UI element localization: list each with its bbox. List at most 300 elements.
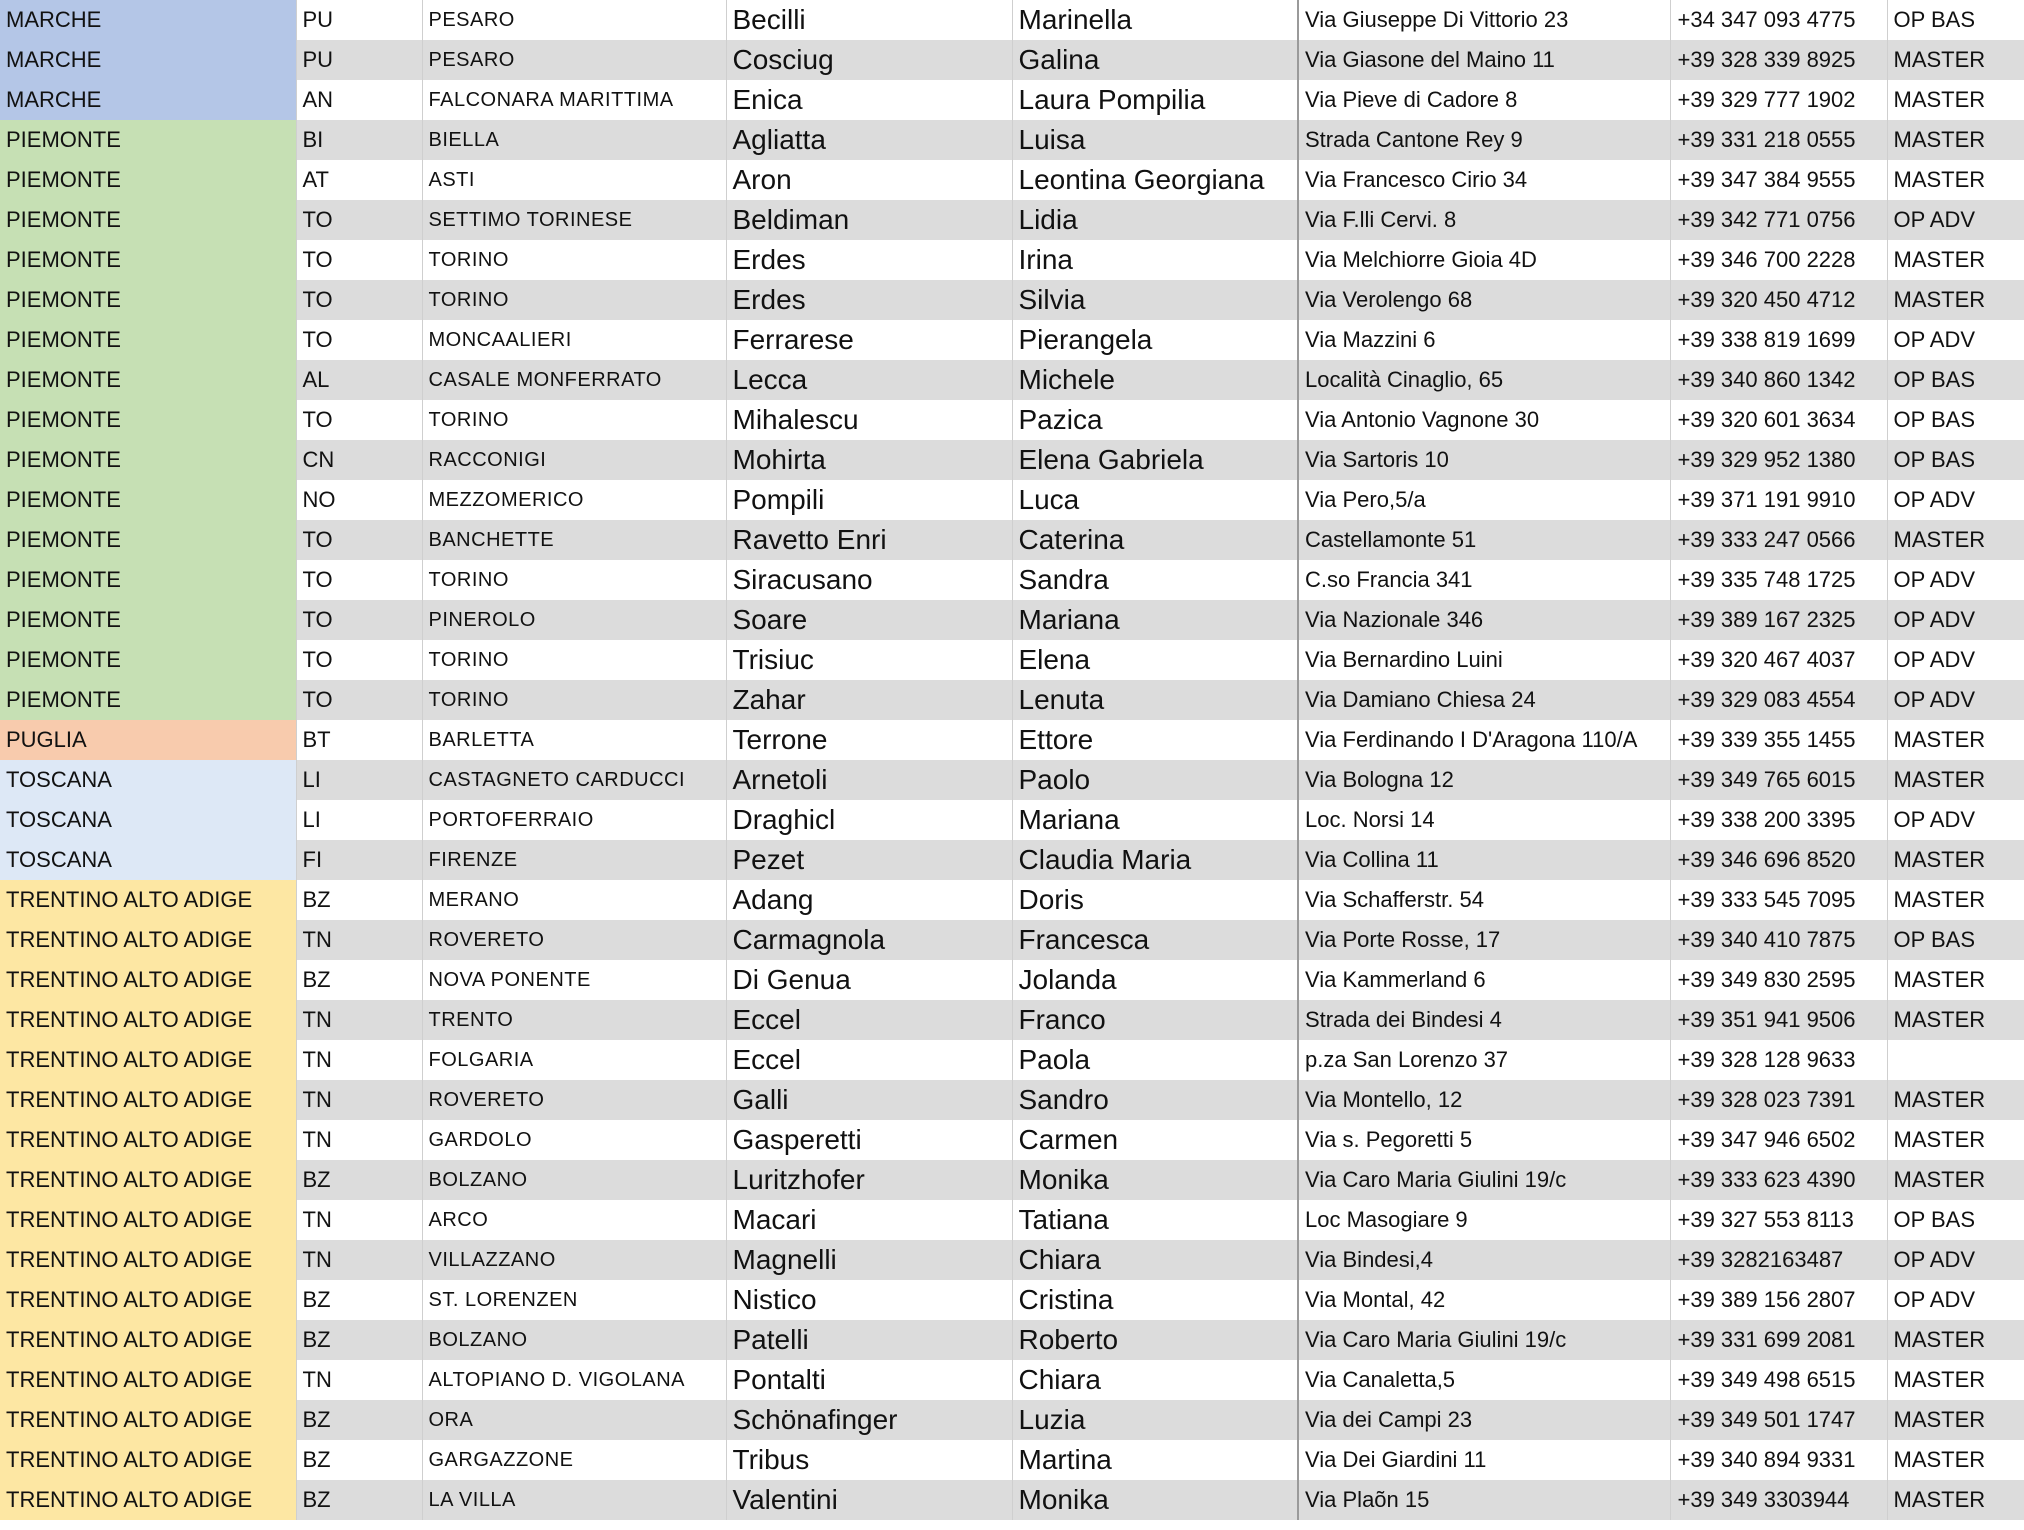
cell-role[interactable]: MASTER xyxy=(1887,1480,2024,1520)
cell-prov[interactable]: BZ xyxy=(296,880,422,920)
cell-city[interactable]: VILLAZZANO xyxy=(422,1240,726,1280)
cell-address[interactable]: Via Giasone del Maino 11 xyxy=(1298,40,1670,80)
cell-city[interactable]: NOVA PONENTE xyxy=(422,960,726,1000)
cell-prov[interactable]: TO xyxy=(296,200,422,240)
cell-surname[interactable]: Eccel xyxy=(726,1000,1012,1040)
cell-address[interactable]: Via Pieve di Cadore 8 xyxy=(1298,80,1670,120)
cell-role[interactable]: MASTER xyxy=(1887,1360,2024,1400)
cell-address[interactable]: Via s. Pegoretti 5 xyxy=(1298,1120,1670,1160)
cell-city[interactable]: CASALE MONFERRATO xyxy=(422,360,726,400)
cell-region[interactable]: TRENTINO ALTO ADIGE xyxy=(0,880,296,920)
cell-surname[interactable]: Tribus xyxy=(726,1440,1012,1480)
cell-region[interactable]: TOSCANA xyxy=(0,840,296,880)
cell-prov[interactable]: LI xyxy=(296,800,422,840)
cell-role[interactable]: MASTER xyxy=(1887,840,2024,880)
cell-region[interactable]: PIEMONTE xyxy=(0,680,296,720)
cell-phone[interactable]: +39 340 860 1342 xyxy=(1670,360,1887,400)
cell-region[interactable]: PIEMONTE xyxy=(0,520,296,560)
cell-city[interactable]: BOLZANO xyxy=(422,1160,726,1200)
cell-name[interactable]: Elena Gabriela xyxy=(1012,440,1298,480)
cell-surname[interactable]: Lecca xyxy=(726,360,1012,400)
cell-role[interactable]: OP BAS xyxy=(1887,1200,2024,1240)
cell-role[interactable]: MASTER xyxy=(1887,520,2024,560)
cell-address[interactable]: p.za San Lorenzo 37 xyxy=(1298,1040,1670,1080)
cell-phone[interactable]: +39 327 553 8113 xyxy=(1670,1200,1887,1240)
cell-address[interactable]: Via Giuseppe Di Vittorio 23 xyxy=(1298,0,1670,40)
cell-surname[interactable]: Erdes xyxy=(726,240,1012,280)
cell-city[interactable]: BIELLA xyxy=(422,120,726,160)
cell-address[interactable]: Via Schafferstr. 54 xyxy=(1298,880,1670,920)
cell-name[interactable]: Carmen xyxy=(1012,1120,1298,1160)
cell-phone[interactable]: +39 340 894 9331 xyxy=(1670,1440,1887,1480)
cell-address[interactable]: Via Mazzini 6 xyxy=(1298,320,1670,360)
cell-role[interactable]: OP ADV xyxy=(1887,680,2024,720)
cell-region[interactable]: TOSCANA xyxy=(0,760,296,800)
cell-role[interactable]: MASTER xyxy=(1887,280,2024,320)
cell-phone[interactable]: +39 320 601 3634 xyxy=(1670,400,1887,440)
cell-region[interactable]: PIEMONTE xyxy=(0,360,296,400)
cell-region[interactable]: TRENTINO ALTO ADIGE xyxy=(0,1080,296,1120)
cell-city[interactable]: TORINO xyxy=(422,400,726,440)
cell-phone[interactable]: +39 340 410 7875 xyxy=(1670,920,1887,960)
cell-role[interactable]: MASTER xyxy=(1887,1320,2024,1360)
cell-surname[interactable]: Siracusano xyxy=(726,560,1012,600)
cell-prov[interactable]: TN xyxy=(296,1080,422,1120)
cell-city[interactable]: PESARO xyxy=(422,0,726,40)
cell-region[interactable]: PIEMONTE xyxy=(0,600,296,640)
cell-surname[interactable]: Carmagnola xyxy=(726,920,1012,960)
cell-name[interactable]: Monika xyxy=(1012,1160,1298,1200)
cell-address[interactable]: Loc Masogiare 9 xyxy=(1298,1200,1670,1240)
cell-city[interactable]: TORINO xyxy=(422,640,726,680)
cell-region[interactable]: PIEMONTE xyxy=(0,200,296,240)
cell-region[interactable]: PIEMONTE xyxy=(0,440,296,480)
cell-phone[interactable]: +39 371 191 9910 xyxy=(1670,480,1887,520)
cell-role[interactable]: OP BAS xyxy=(1887,920,2024,960)
cell-address[interactable]: Via Nazionale 346 xyxy=(1298,600,1670,640)
cell-city[interactable]: GARGAZZONE xyxy=(422,1440,726,1480)
cell-phone[interactable]: +39 349 498 6515 xyxy=(1670,1360,1887,1400)
cell-surname[interactable]: Pezet xyxy=(726,840,1012,880)
cell-region[interactable]: TRENTINO ALTO ADIGE xyxy=(0,1200,296,1240)
cell-phone[interactable]: +39 329 083 4554 xyxy=(1670,680,1887,720)
cell-prov[interactable]: BZ xyxy=(296,1440,422,1480)
cell-phone[interactable]: +39 333 247 0566 xyxy=(1670,520,1887,560)
cell-name[interactable]: Ettore xyxy=(1012,720,1298,760)
cell-name[interactable]: Jolanda xyxy=(1012,960,1298,1000)
cell-prov[interactable]: TN xyxy=(296,1240,422,1280)
cell-phone[interactable]: +39 342 771 0756 xyxy=(1670,200,1887,240)
cell-prov[interactable]: TO xyxy=(296,400,422,440)
cell-name[interactable]: Marinella xyxy=(1012,0,1298,40)
cell-role[interactable]: OP ADV xyxy=(1887,640,2024,680)
cell-prov[interactable]: NO xyxy=(296,480,422,520)
cell-role[interactable]: OP BAS xyxy=(1887,440,2024,480)
cell-city[interactable]: ROVERETO xyxy=(422,1080,726,1120)
cell-region[interactable]: TRENTINO ALTO ADIGE xyxy=(0,1440,296,1480)
cell-surname[interactable]: Draghicl xyxy=(726,800,1012,840)
cell-name[interactable]: Tatiana xyxy=(1012,1200,1298,1240)
cell-city[interactable]: MERANO xyxy=(422,880,726,920)
cell-city[interactable]: GARDOLO xyxy=(422,1120,726,1160)
cell-name[interactable]: Luca xyxy=(1012,480,1298,520)
cell-phone[interactable]: +39 349 501 1747 xyxy=(1670,1400,1887,1440)
cell-address[interactable]: Via Collina 11 xyxy=(1298,840,1670,880)
cell-surname[interactable]: Schönafinger xyxy=(726,1400,1012,1440)
cell-surname[interactable]: Gasperetti xyxy=(726,1120,1012,1160)
cell-phone[interactable]: +39 351 941 9506 xyxy=(1670,1000,1887,1040)
cell-address[interactable]: Via Bologna 12 xyxy=(1298,760,1670,800)
cell-city[interactable]: BOLZANO xyxy=(422,1320,726,1360)
cell-region[interactable]: TRENTINO ALTO ADIGE xyxy=(0,1000,296,1040)
cell-city[interactable]: RACCONIGI xyxy=(422,440,726,480)
cell-phone[interactable]: +39 389 167 2325 xyxy=(1670,600,1887,640)
cell-prov[interactable]: PU xyxy=(296,0,422,40)
cell-city[interactable]: CASTAGNETO CARDUCCI xyxy=(422,760,726,800)
cell-prov[interactable]: TO xyxy=(296,640,422,680)
cell-name[interactable]: Chiara xyxy=(1012,1240,1298,1280)
cell-role[interactable]: OP ADV xyxy=(1887,1240,2024,1280)
cell-phone[interactable]: +39 349 830 2595 xyxy=(1670,960,1887,1000)
cell-role[interactable] xyxy=(1887,1040,2024,1080)
cell-role[interactable]: MASTER xyxy=(1887,1080,2024,1120)
cell-prov[interactable]: AN xyxy=(296,80,422,120)
cell-name[interactable]: Galina xyxy=(1012,40,1298,80)
cell-prov[interactable]: TO xyxy=(296,280,422,320)
cell-prov[interactable]: BZ xyxy=(296,1320,422,1360)
cell-role[interactable]: MASTER xyxy=(1887,1440,2024,1480)
cell-name[interactable]: Sandro xyxy=(1012,1080,1298,1120)
cell-city[interactable]: ORA xyxy=(422,1400,726,1440)
cell-region[interactable]: TRENTINO ALTO ADIGE xyxy=(0,1400,296,1440)
cell-prov[interactable]: CN xyxy=(296,440,422,480)
cell-city[interactable]: TORINO xyxy=(422,560,726,600)
cell-city[interactable]: ALTOPIANO D. VIGOLANA xyxy=(422,1360,726,1400)
cell-address[interactable]: Via Damiano Chiesa 24 xyxy=(1298,680,1670,720)
cell-phone[interactable]: +39 338 819 1699 xyxy=(1670,320,1887,360)
cell-surname[interactable]: Pontalti xyxy=(726,1360,1012,1400)
cell-address[interactable]: Castellamonte 51 xyxy=(1298,520,1670,560)
cell-role[interactable]: OP ADV xyxy=(1887,480,2024,520)
cell-surname[interactable]: Aron xyxy=(726,160,1012,200)
cell-prov[interactable]: TO xyxy=(296,560,422,600)
cell-region[interactable]: TRENTINO ALTO ADIGE xyxy=(0,1040,296,1080)
cell-region[interactable]: TRENTINO ALTO ADIGE xyxy=(0,1160,296,1200)
cell-prov[interactable]: BZ xyxy=(296,1280,422,1320)
cell-surname[interactable]: Arnetoli xyxy=(726,760,1012,800)
cell-phone[interactable]: +39 333 545 7095 xyxy=(1670,880,1887,920)
cell-prov[interactable]: LI xyxy=(296,760,422,800)
cell-city[interactable]: PORTOFERRAIO xyxy=(422,800,726,840)
cell-phone[interactable]: +39 3282163487 xyxy=(1670,1240,1887,1280)
cell-prov[interactable]: TN xyxy=(296,1360,422,1400)
cell-prov[interactable]: TO xyxy=(296,680,422,720)
cell-role[interactable]: OP ADV xyxy=(1887,1280,2024,1320)
cell-address[interactable]: Via Pero,5/a xyxy=(1298,480,1670,520)
cell-role[interactable]: MASTER xyxy=(1887,40,2024,80)
cell-prov[interactable]: BI xyxy=(296,120,422,160)
cell-role[interactable]: MASTER xyxy=(1887,120,2024,160)
cell-address[interactable]: Via Porte Rosse, 17 xyxy=(1298,920,1670,960)
cell-phone[interactable]: +39 331 218 0555 xyxy=(1670,120,1887,160)
cell-name[interactable]: Martina xyxy=(1012,1440,1298,1480)
cell-city[interactable]: TORINO xyxy=(422,240,726,280)
cell-city[interactable]: SETTIMO TORINESE xyxy=(422,200,726,240)
cell-name[interactable]: Sandra xyxy=(1012,560,1298,600)
cell-surname[interactable]: Galli xyxy=(726,1080,1012,1120)
cell-surname[interactable]: Agliatta xyxy=(726,120,1012,160)
cell-address[interactable]: Via Montal, 42 xyxy=(1298,1280,1670,1320)
cell-name[interactable]: Roberto xyxy=(1012,1320,1298,1360)
cell-name[interactable]: Lidia xyxy=(1012,200,1298,240)
cell-address[interactable]: Via Dei Giardini 11 xyxy=(1298,1440,1670,1480)
cell-phone[interactable]: +39 320 467 4037 xyxy=(1670,640,1887,680)
cell-role[interactable]: OP BAS xyxy=(1887,400,2024,440)
cell-prov[interactable]: BZ xyxy=(296,1480,422,1520)
cell-prov[interactable]: TN xyxy=(296,1040,422,1080)
cell-name[interactable]: Franco xyxy=(1012,1000,1298,1040)
cell-address[interactable]: Via Bindesi,4 xyxy=(1298,1240,1670,1280)
cell-surname[interactable]: Valentini xyxy=(726,1480,1012,1520)
cell-prov[interactable]: BZ xyxy=(296,1160,422,1200)
cell-phone[interactable]: +39 328 023 7391 xyxy=(1670,1080,1887,1120)
cell-region[interactable]: PIEMONTE xyxy=(0,160,296,200)
cell-region[interactable]: TRENTINO ALTO ADIGE xyxy=(0,1240,296,1280)
cell-surname[interactable]: Beldiman xyxy=(726,200,1012,240)
cell-name[interactable]: Lenuta xyxy=(1012,680,1298,720)
cell-role[interactable]: OP ADV xyxy=(1887,320,2024,360)
cell-phone[interactable]: +39 346 696 8520 xyxy=(1670,840,1887,880)
cell-address[interactable]: Via Canaletta,5 xyxy=(1298,1360,1670,1400)
cell-region[interactable]: TRENTINO ALTO ADIGE xyxy=(0,1120,296,1160)
cell-surname[interactable]: Patelli xyxy=(726,1320,1012,1360)
cell-address[interactable]: Via Caro Maria Giulini 19/c xyxy=(1298,1320,1670,1360)
cell-name[interactable]: Mariana xyxy=(1012,600,1298,640)
cell-region[interactable]: TOSCANA xyxy=(0,800,296,840)
cell-address[interactable]: Via F.lli Cervi. 8 xyxy=(1298,200,1670,240)
cell-phone[interactable]: +39 339 355 1455 xyxy=(1670,720,1887,760)
cell-city[interactable]: BANCHETTE xyxy=(422,520,726,560)
cell-city[interactable]: ASTI xyxy=(422,160,726,200)
cell-role[interactable]: MASTER xyxy=(1887,1120,2024,1160)
cell-address[interactable]: Via Melchiorre Gioia 4D xyxy=(1298,240,1670,280)
cell-surname[interactable]: Eccel xyxy=(726,1040,1012,1080)
cell-phone[interactable]: +39 347 384 9555 xyxy=(1670,160,1887,200)
cell-region[interactable]: PIEMONTE xyxy=(0,560,296,600)
cell-role[interactable]: MASTER xyxy=(1887,160,2024,200)
cell-role[interactable]: MASTER xyxy=(1887,240,2024,280)
cell-phone[interactable]: +39 328 128 9633 xyxy=(1670,1040,1887,1080)
cell-city[interactable]: PINEROLO xyxy=(422,600,726,640)
cell-region[interactable]: PIEMONTE xyxy=(0,240,296,280)
cell-region[interactable]: MARCHE xyxy=(0,80,296,120)
cell-role[interactable]: OP BAS xyxy=(1887,0,2024,40)
cell-prov[interactable]: AT xyxy=(296,160,422,200)
cell-name[interactable]: Luzia xyxy=(1012,1400,1298,1440)
cell-surname[interactable]: Ferrarese xyxy=(726,320,1012,360)
cell-name[interactable]: Pazica xyxy=(1012,400,1298,440)
cell-prov[interactable]: BZ xyxy=(296,1400,422,1440)
cell-phone[interactable]: +34 347 093 4775 xyxy=(1670,0,1887,40)
cell-region[interactable]: PIEMONTE xyxy=(0,280,296,320)
cell-surname[interactable]: Zahar xyxy=(726,680,1012,720)
cell-surname[interactable]: Adang xyxy=(726,880,1012,920)
cell-prov[interactable]: TO xyxy=(296,240,422,280)
cell-role[interactable]: MASTER xyxy=(1887,720,2024,760)
cell-phone[interactable]: +39 347 946 6502 xyxy=(1670,1120,1887,1160)
cell-prov[interactable]: BZ xyxy=(296,960,422,1000)
cell-phone[interactable]: +39 389 156 2807 xyxy=(1670,1280,1887,1320)
cell-region[interactable]: TRENTINO ALTO ADIGE xyxy=(0,1360,296,1400)
cell-phone[interactable]: +39 333 623 4390 xyxy=(1670,1160,1887,1200)
cell-role[interactable]: MASTER xyxy=(1887,880,2024,920)
cell-phone[interactable]: +39 349 3303944 xyxy=(1670,1480,1887,1520)
cell-region[interactable]: TRENTINO ALTO ADIGE xyxy=(0,1320,296,1360)
cell-city[interactable]: TRENTO xyxy=(422,1000,726,1040)
cell-address[interactable]: C.so Francia 341 xyxy=(1298,560,1670,600)
cell-name[interactable]: Irina xyxy=(1012,240,1298,280)
cell-prov[interactable]: TO xyxy=(296,320,422,360)
cell-phone[interactable]: +39 331 699 2081 xyxy=(1670,1320,1887,1360)
cell-name[interactable]: Monika xyxy=(1012,1480,1298,1520)
cell-role[interactable]: MASTER xyxy=(1887,960,2024,1000)
cell-surname[interactable]: Di Genua xyxy=(726,960,1012,1000)
cell-surname[interactable]: Soare xyxy=(726,600,1012,640)
cell-name[interactable]: Silvia xyxy=(1012,280,1298,320)
cell-name[interactable]: Francesca xyxy=(1012,920,1298,960)
cell-city[interactable]: ST. LORENZEN xyxy=(422,1280,726,1320)
cell-phone[interactable]: +39 346 700 2228 xyxy=(1670,240,1887,280)
cell-region[interactable]: PUGLIA xyxy=(0,720,296,760)
cell-surname[interactable]: Macari xyxy=(726,1200,1012,1240)
cell-region[interactable]: TRENTINO ALTO ADIGE xyxy=(0,920,296,960)
cell-phone[interactable]: +39 320 450 4712 xyxy=(1670,280,1887,320)
cell-role[interactable]: MASTER xyxy=(1887,1400,2024,1440)
cell-role[interactable]: OP BAS xyxy=(1887,360,2024,400)
cell-address[interactable]: Loc. Norsi 14 xyxy=(1298,800,1670,840)
cell-surname[interactable]: Ravetto Enri xyxy=(726,520,1012,560)
cell-city[interactable]: MEZZOMERICO xyxy=(422,480,726,520)
cell-phone[interactable]: +39 338 200 3395 xyxy=(1670,800,1887,840)
cell-city[interactable]: TORINO xyxy=(422,680,726,720)
cell-surname[interactable]: Mihalescu xyxy=(726,400,1012,440)
cell-surname[interactable]: Cosciug xyxy=(726,40,1012,80)
cell-phone[interactable]: +39 329 952 1380 xyxy=(1670,440,1887,480)
cell-prov[interactable]: TN xyxy=(296,1000,422,1040)
cell-role[interactable]: MASTER xyxy=(1887,80,2024,120)
cell-phone[interactable]: +39 349 765 6015 xyxy=(1670,760,1887,800)
cell-surname[interactable]: Trisiuc xyxy=(726,640,1012,680)
cell-prov[interactable]: TO xyxy=(296,600,422,640)
cell-address[interactable]: Località Cinaglio, 65 xyxy=(1298,360,1670,400)
cell-name[interactable]: Cristina xyxy=(1012,1280,1298,1320)
cell-city[interactable]: FOLGARIA xyxy=(422,1040,726,1080)
cell-city[interactable]: TORINO xyxy=(422,280,726,320)
cell-name[interactable]: Luisa xyxy=(1012,120,1298,160)
cell-address[interactable]: Via Plaõn 15 xyxy=(1298,1480,1670,1520)
cell-region[interactable]: PIEMONTE xyxy=(0,320,296,360)
cell-prov[interactable]: TO xyxy=(296,520,422,560)
cell-region[interactable]: MARCHE xyxy=(0,0,296,40)
cell-region[interactable]: PIEMONTE xyxy=(0,480,296,520)
cell-address[interactable]: Via Sartoris 10 xyxy=(1298,440,1670,480)
cell-city[interactable]: MONCAALIERI xyxy=(422,320,726,360)
cell-city[interactable]: LA VILLA xyxy=(422,1480,726,1520)
cell-address[interactable]: Via Antonio Vagnone 30 xyxy=(1298,400,1670,440)
cell-surname[interactable]: Erdes xyxy=(726,280,1012,320)
cell-region[interactable]: TRENTINO ALTO ADIGE xyxy=(0,1480,296,1520)
cell-prov[interactable]: TN xyxy=(296,920,422,960)
cell-address[interactable]: Strada dei Bindesi 4 xyxy=(1298,1000,1670,1040)
cell-surname[interactable]: Terrone xyxy=(726,720,1012,760)
cell-role[interactable]: OP ADV xyxy=(1887,800,2024,840)
cell-address[interactable]: Via dei Campi 23 xyxy=(1298,1400,1670,1440)
cell-name[interactable]: Michele xyxy=(1012,360,1298,400)
cell-name[interactable]: Chiara xyxy=(1012,1360,1298,1400)
cell-address[interactable]: Strada Cantone Rey 9 xyxy=(1298,120,1670,160)
cell-address[interactable]: Via Bernardino Luini xyxy=(1298,640,1670,680)
cell-region[interactable]: PIEMONTE xyxy=(0,120,296,160)
cell-name[interactable]: Mariana xyxy=(1012,800,1298,840)
cell-phone[interactable]: +39 329 777 1902 xyxy=(1670,80,1887,120)
cell-city[interactable]: ARCO xyxy=(422,1200,726,1240)
cell-name[interactable]: Leontina Georgiana xyxy=(1012,160,1298,200)
cell-prov[interactable]: PU xyxy=(296,40,422,80)
cell-region[interactable]: PIEMONTE xyxy=(0,640,296,680)
cell-role[interactable]: OP ADV xyxy=(1887,560,2024,600)
cell-address[interactable]: Via Montello, 12 xyxy=(1298,1080,1670,1120)
cell-address[interactable]: Via Ferdinando I D'Aragona 110/A xyxy=(1298,720,1670,760)
cell-name[interactable]: Paola xyxy=(1012,1040,1298,1080)
cell-phone[interactable]: +39 335 748 1725 xyxy=(1670,560,1887,600)
cell-prov[interactable]: TN xyxy=(296,1120,422,1160)
cell-name[interactable]: Paolo xyxy=(1012,760,1298,800)
cell-prov[interactable]: BT xyxy=(296,720,422,760)
cell-surname[interactable]: Enica xyxy=(726,80,1012,120)
cell-prov[interactable]: TN xyxy=(296,1200,422,1240)
cell-region[interactable]: MARCHE xyxy=(0,40,296,80)
cell-surname[interactable]: Nistico xyxy=(726,1280,1012,1320)
cell-city[interactable]: ROVERETO xyxy=(422,920,726,960)
cell-city[interactable]: FIRENZE xyxy=(422,840,726,880)
cell-role[interactable]: MASTER xyxy=(1887,760,2024,800)
cell-surname[interactable]: Pompili xyxy=(726,480,1012,520)
cell-city[interactable]: PESARO xyxy=(422,40,726,80)
cell-name[interactable]: Claudia Maria xyxy=(1012,840,1298,880)
cell-name[interactable]: Laura Pompilia xyxy=(1012,80,1298,120)
cell-address[interactable]: Via Francesco Cirio 34 xyxy=(1298,160,1670,200)
cell-address[interactable]: Via Verolengo 68 xyxy=(1298,280,1670,320)
cell-role[interactable]: OP ADV xyxy=(1887,600,2024,640)
cell-prov[interactable]: AL xyxy=(296,360,422,400)
cell-role[interactable]: OP ADV xyxy=(1887,200,2024,240)
cell-name[interactable]: Pierangela xyxy=(1012,320,1298,360)
cell-region[interactable]: PIEMONTE xyxy=(0,400,296,440)
cell-surname[interactable]: Mohirta xyxy=(726,440,1012,480)
cell-role[interactable]: MASTER xyxy=(1887,1160,2024,1200)
cell-surname[interactable]: Becilli xyxy=(726,0,1012,40)
cell-name[interactable]: Doris xyxy=(1012,880,1298,920)
cell-address[interactable]: Via Caro Maria Giulini 19/c xyxy=(1298,1160,1670,1200)
cell-region[interactable]: TRENTINO ALTO ADIGE xyxy=(0,960,296,1000)
cell-address[interactable]: Via Kammerland 6 xyxy=(1298,960,1670,1000)
cell-role[interactable]: MASTER xyxy=(1887,1000,2024,1040)
cell-surname[interactable]: Luritzhofer xyxy=(726,1160,1012,1200)
cell-phone[interactable]: +39 328 339 8925 xyxy=(1670,40,1887,80)
cell-name[interactable]: Caterina xyxy=(1012,520,1298,560)
cell-surname[interactable]: Magnelli xyxy=(726,1240,1012,1280)
cell-prov[interactable]: FI xyxy=(296,840,422,880)
